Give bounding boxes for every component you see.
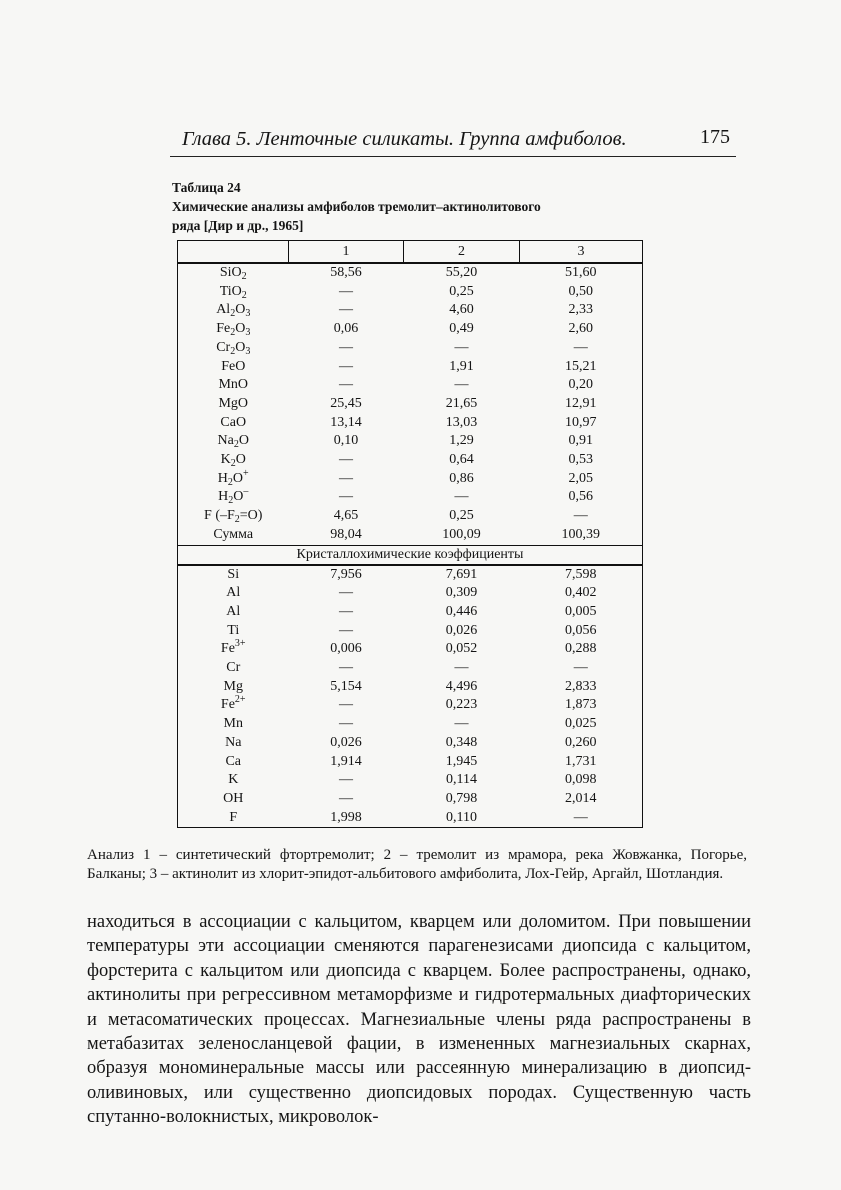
- value-cell-3: 0,260: [565, 734, 597, 750]
- table-row: [178, 358, 643, 377]
- value-cell-1: —: [339, 603, 353, 619]
- value-cell-3: 0,91: [568, 433, 593, 449]
- row-label: CaO: [220, 414, 247, 430]
- table-row: [178, 283, 643, 302]
- table-row: [178, 376, 643, 395]
- value-cell-2: 0,64: [449, 452, 474, 468]
- row-label: Mn: [223, 716, 243, 732]
- table-row: [178, 584, 643, 603]
- value-cell-3: 0,50: [568, 283, 593, 299]
- header-cell: 1: [289, 241, 404, 264]
- value-cell-2: 0,348: [445, 734, 478, 750]
- value-cell-3: 0,056: [565, 622, 597, 638]
- row-label: TiO$_2$: [219, 283, 247, 301]
- table-row: [178, 488, 643, 507]
- value-cell-3: 0,288: [565, 641, 597, 657]
- table-row: [178, 263, 643, 283]
- value-cell-1: —: [339, 339, 353, 355]
- value-cell-2: 0,052: [445, 641, 478, 657]
- value-cell-2: 0,114: [446, 772, 477, 788]
- row-label: Na: [225, 734, 242, 750]
- table-row: [178, 395, 643, 414]
- table-row: [178, 622, 643, 641]
- oxide-rows: [178, 263, 643, 545]
- table-row: [178, 809, 643, 828]
- header-cell: 3: [520, 241, 643, 264]
- value-cell-1: 7,956: [330, 566, 362, 582]
- table-title-line2: ряда [Дир и др., 1965]: [172, 218, 304, 233]
- value-cell-2: 0,798: [445, 790, 478, 806]
- chemical-analysis-table: [177, 240, 643, 828]
- value-cell-1: 58,56: [330, 265, 362, 280]
- value-cell-3: 1,731: [565, 753, 597, 769]
- value-cell-1: 0,006: [330, 641, 362, 657]
- table-row: [178, 507, 643, 526]
- value-cell-3: 2,60: [568, 321, 593, 337]
- table-header-row: [178, 241, 643, 264]
- value-cell-1: —: [339, 283, 353, 299]
- value-cell-3: —: [573, 660, 588, 676]
- value-cell-2: 0,309: [445, 585, 478, 601]
- row-label: $H_2O^-$: [218, 486, 249, 507]
- value-cell-1: 13,14: [330, 414, 362, 430]
- header-cell: [178, 241, 289, 264]
- table-row: [178, 320, 643, 339]
- value-cell-1: —: [339, 585, 353, 601]
- header-cell: 2: [404, 241, 520, 264]
- row-label: OH: [223, 790, 244, 806]
- table-row: [178, 659, 643, 678]
- value-cell-2: 21,65: [445, 395, 478, 411]
- table-row: [178, 603, 643, 622]
- table-row: [178, 696, 643, 715]
- table-row: [178, 734, 643, 753]
- value-cell-1: —: [339, 470, 353, 486]
- value-cell-1: —: [339, 790, 353, 806]
- table-row: [178, 565, 643, 585]
- value-cell-3: —: [573, 809, 588, 825]
- value-cell-3: 2,014: [565, 790, 597, 806]
- value-cell-2: 0,110: [446, 809, 477, 825]
- table-row: [178, 432, 643, 451]
- value-cell-2: —: [454, 339, 469, 355]
- row-label: Cr: [226, 660, 241, 676]
- value-cell-3: 12,91: [565, 395, 597, 411]
- value-cell-1: —: [339, 772, 353, 788]
- row-label: Сумма: [178, 526, 289, 545]
- row-label: $Fe^{3+}$: [220, 638, 246, 657]
- analysis-notes: Анализ 1 – синтетический фтортремолит; 2 – тремолит из мрамора, река Жовжанка, Погорье, Балканы; 3 – актинолит из хлорит-эпидот-альбитового амфиболита, Лох-Гейр, Аргайл, Шотландия.: [87, 847, 747, 882]
- value-cell-2: 7,691: [445, 566, 478, 582]
- value-cell-2: 1,91: [449, 358, 474, 374]
- value-cell-3: 10,97: [565, 414, 597, 430]
- value-cell-3: —: [573, 508, 588, 524]
- value-cell-1: —: [339, 660, 353, 676]
- value-cell-1: —: [339, 489, 353, 505]
- row-label: MnO: [218, 377, 249, 393]
- row-label: Ti: [227, 622, 240, 638]
- table-row: [178, 414, 643, 433]
- body-paragraph: находиться в ассоциации с кальцитом, кварцем или доломитом. При повышении температуры эти ассоциации сменяются парагенезисами диопсида с кальцитом, форстерита с кальцитом или диопсида с кварцем. Более распространены, однако, актинолиты при регрессивном метаморфизме и гидротермальных диафторических и метасоматических процессах. Магнезиальные члены ряда распространены в метабазитах зеленосланцевой фации, в измененных магнезиальных скарнах, образуя мономинеральные массы или рассеянную минерализацию в диопсид-оливиновых, или существенно диопсидовых породах. Существенную часть спутанно-волокнистых, микроволок-: [87, 912, 751, 1128]
- value-cell-3: 0,025: [565, 716, 597, 732]
- value-cell-2: 55,20: [445, 265, 478, 280]
- value-cell-2: —: [454, 716, 469, 732]
- value-cell-3: 1,873: [565, 697, 597, 713]
- running-header: [170, 126, 736, 157]
- row-label: MgO: [218, 395, 249, 411]
- value-cell-3: 2,33: [568, 302, 593, 318]
- value-cell-3: 0,53: [568, 452, 593, 468]
- value-cell-3: 0,005: [565, 603, 597, 619]
- chapter-title: Глава 5. Ленточные силикаты. Группа амфиболов.: [182, 128, 627, 150]
- section-title-row: [178, 545, 643, 565]
- value-cell-1: —: [339, 377, 353, 393]
- value-cell-1: 98,04: [289, 526, 404, 545]
- row-label: Mg: [223, 678, 243, 694]
- value-cell-2: 0,446: [445, 603, 478, 619]
- row-label: $Cr_2O_3$: [216, 339, 251, 357]
- value-cell-2: 1,945: [445, 753, 478, 769]
- row-label: FeO: [221, 358, 246, 374]
- row-label: $Fe_2O_3$: [216, 321, 251, 339]
- value-cell-1: 4,65: [333, 508, 359, 524]
- table-label: Таблица 24: [172, 180, 241, 195]
- value-cell-2: 4,60: [449, 302, 474, 318]
- value-cell-3: 100,39: [520, 526, 643, 545]
- value-cell-2: 0,25: [449, 283, 474, 299]
- section-title: Кристаллохимические коэффициенты: [178, 545, 643, 565]
- table-row: [178, 339, 643, 358]
- value-cell-2: 13,03: [445, 414, 478, 430]
- value-cell-3: —: [573, 339, 588, 355]
- row-label: $Al_2O_3$: [216, 302, 251, 320]
- row-label: $H_2O^+$: [217, 467, 249, 488]
- value-cell-1: —: [339, 622, 353, 638]
- value-cell-3: 0,098: [565, 772, 597, 788]
- value-cell-1: —: [339, 302, 353, 318]
- table-row: [178, 771, 643, 790]
- value-cell-2: 0,49: [449, 321, 474, 337]
- table-row: [178, 753, 643, 772]
- value-cell-1: —: [339, 452, 353, 468]
- value-cell-2: 0,25: [449, 508, 474, 524]
- value-cell-1: 1,998: [330, 809, 362, 825]
- value-cell-1: 1,914: [330, 753, 362, 769]
- row-label: F: [229, 809, 238, 825]
- row-label: Al: [226, 603, 241, 619]
- table-row: [178, 678, 643, 697]
- section-divider: [178, 545, 643, 565]
- row-label: $Fe^{2+}$: [220, 694, 246, 713]
- value-cell-1: —: [339, 716, 353, 732]
- value-cell-1: 25,45: [330, 395, 362, 411]
- value-cell-2: —: [454, 660, 469, 676]
- value-cell-3: 2,05: [568, 470, 593, 486]
- value-cell-3: 2,833: [565, 678, 597, 694]
- row-label: Al: [226, 585, 241, 601]
- row-label: $K_2O$: [220, 452, 246, 470]
- page-number: 175: [700, 126, 730, 148]
- table-caption: [172, 178, 652, 235]
- value-cell-2: 4,496: [445, 678, 478, 694]
- value-cell-3: 0,402: [565, 585, 597, 601]
- row-label: SiO$_2$: [219, 265, 247, 282]
- value-cell-1: 5,154: [330, 678, 362, 694]
- value-cell-3: 7,598: [565, 566, 597, 582]
- value-cell-1: 0,026: [330, 734, 362, 750]
- row-label: K: [228, 772, 239, 788]
- value-cell-3: 0,20: [568, 377, 593, 393]
- value-cell-2: 1,29: [449, 433, 474, 449]
- value-cell-2: 0,026: [445, 622, 478, 638]
- table-title-line1: Химические анализы амфиболов тремолит–актинолитового: [172, 199, 541, 214]
- value-cell-2: —: [454, 377, 469, 393]
- row-label: Ca: [225, 753, 242, 769]
- row-label: $Na_2O$: [217, 433, 249, 451]
- table-row: [178, 640, 643, 659]
- table-row: [178, 301, 643, 320]
- value-cell-2: 0,86: [449, 470, 474, 486]
- value-cell-3: 15,21: [565, 358, 597, 374]
- value-cell-2: 0,223: [445, 697, 478, 713]
- table-row: [178, 790, 643, 809]
- table-row: [178, 526, 643, 545]
- row-label: F $(-F_2=O)$: [204, 508, 263, 526]
- value-cell-1: —: [339, 358, 353, 374]
- value-cell-1: 0,06: [333, 321, 359, 337]
- value-cell-3: 0,56: [568, 489, 593, 505]
- value-cell-2: 100,09: [404, 526, 520, 545]
- value-cell-2: —: [454, 489, 469, 505]
- value-cell-1: 0,10: [333, 433, 359, 449]
- table-row: [178, 715, 643, 734]
- coefficient-rows: [178, 565, 643, 828]
- row-label: Si: [227, 566, 240, 582]
- value-cell-1: —: [339, 697, 353, 713]
- value-cell-3: 51,60: [565, 265, 597, 280]
